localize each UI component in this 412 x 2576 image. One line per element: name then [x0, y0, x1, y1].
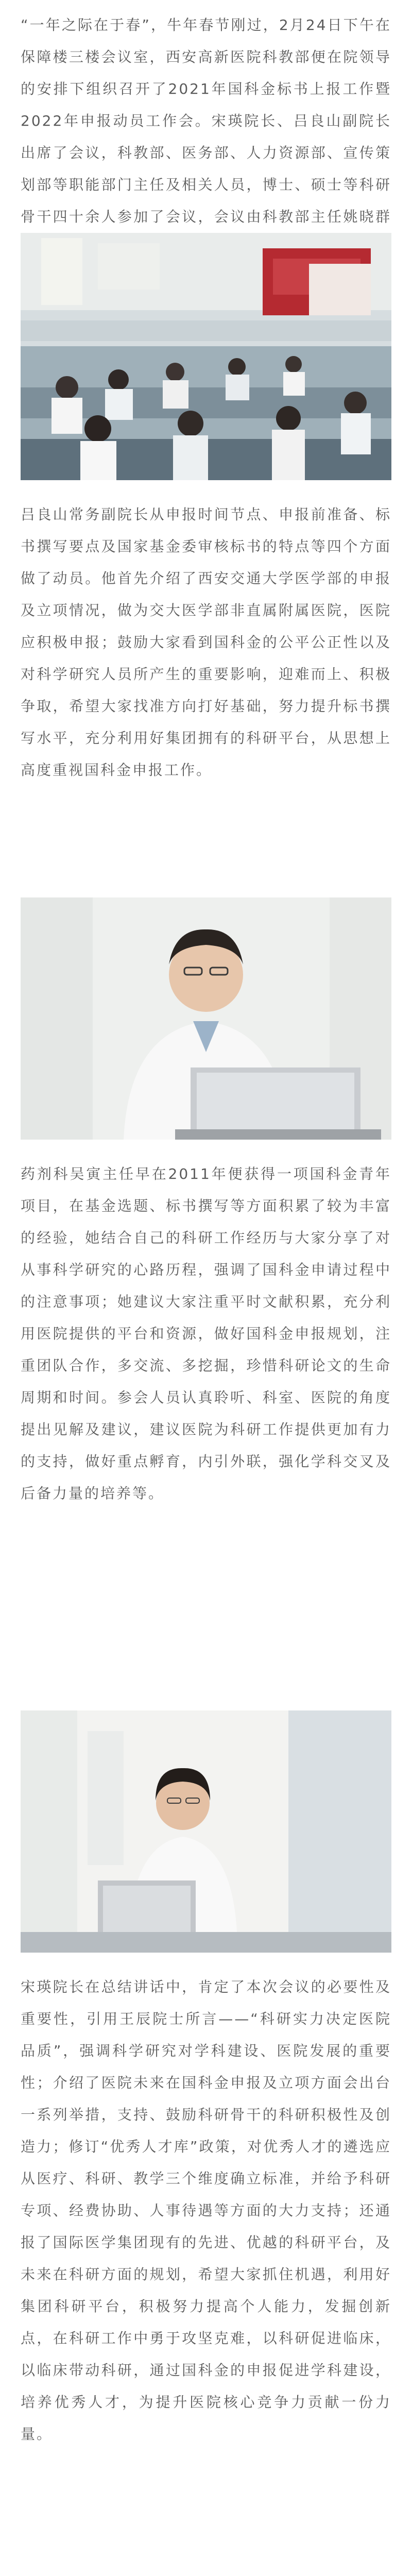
- intro-paragraph: “一年之际在于春”，牛年春节刚过，2月24日下午在保障楼三楼会议室，西安高新医院科教部便在院领导的安排下组织召开了2021年国科金标书上报工作暨2022年申报动员工作会。宋瑛院长、吕良山副院长出席了会议，科教部、医务部、人力资源部、宣传策划部等职能部门主任及相关人员，博士、硕士等科研骨干四十余人参加了会议，会议由科教部主任姚晓群: [21, 16, 391, 225]
- vice-president-paragraph: 吕良山常务副院长从申报时间节点、申报前准备、标书撰写要点及国家基金委审核标书的特点等四个方面做了动员。他首先介绍了西安交通大学医学部的申报及立项情况，做为交大医学部非直属附属医院，医院应积极申报；鼓励大家看到国科金的公平公正性以及对科学研究人员所产生的重要影响，迎难而上、积极争取，希望大家找准方向打好基础，努力提升标书撰写水平，充分利用好集团拥有的科研平台，从思想上高度重视国科金申报工作。: [21, 506, 391, 778]
- pharmacy-director-paragraph: 药剂科吴寅主任早在2011年便获得一项国科金青年项目，在基金选题、标书撰写等方面积累了较为丰富的经验，她结合自己的科研工作经历与大家分享了对从事科学研究的心路历程，强调了国科金申请过程中的注意事项；她建议大家注重平时文献积累，充分利用医院提供的平台和资源，做好国科金申报规划，注重团队合作，多交流、多挖掘，珍惜科研论文的生命周期和时间。参会人员认真聆听、科室、医院的角度提出见解及建议，建议医院为科研工作提供更加有力的支持，做好重点孵育，内引外联，强化学科交叉及后备力量的培养等。: [21, 1165, 391, 1502]
- meeting-room-photo: [21, 233, 391, 480]
- vice-president-speaking-photo: [21, 897, 391, 1140]
- pharmacy-director-photo: [21, 1710, 391, 1953]
- president-summary-paragraph: 宋瑛院长在总结讲话中，肯定了本次会议的必要性及重要性，引用王辰院士所言——“科研实力决定医院品质”，强调科学研究对学科建设、医院发展的重要性；介绍了医院未来在国科金申报及立项方面会出台一系列举措，支持、鼓励科研骨干的科研积极性及创造力；修订“优秀人才库”政策，对优秀人才的遴选应从医疗、科研、教学三个维度确立标准，并给予科研专项、经费协助、人事待遇等方面的大力支持；还通报了国际医学集团现有的先进、优越的科研平台，及未来在科研方面的规划，希望大家抓住机遇，利用好集团科研平台，积极努力提高个人能力，发掘创新点，在科研工作中勇于攻坚克难，以科研促进临床，以临床带动科研，通过国科金的申报促进学科建设，培养优秀人才，为提升医院核心竞争力贡献一份力量。: [21, 1978, 391, 2443]
